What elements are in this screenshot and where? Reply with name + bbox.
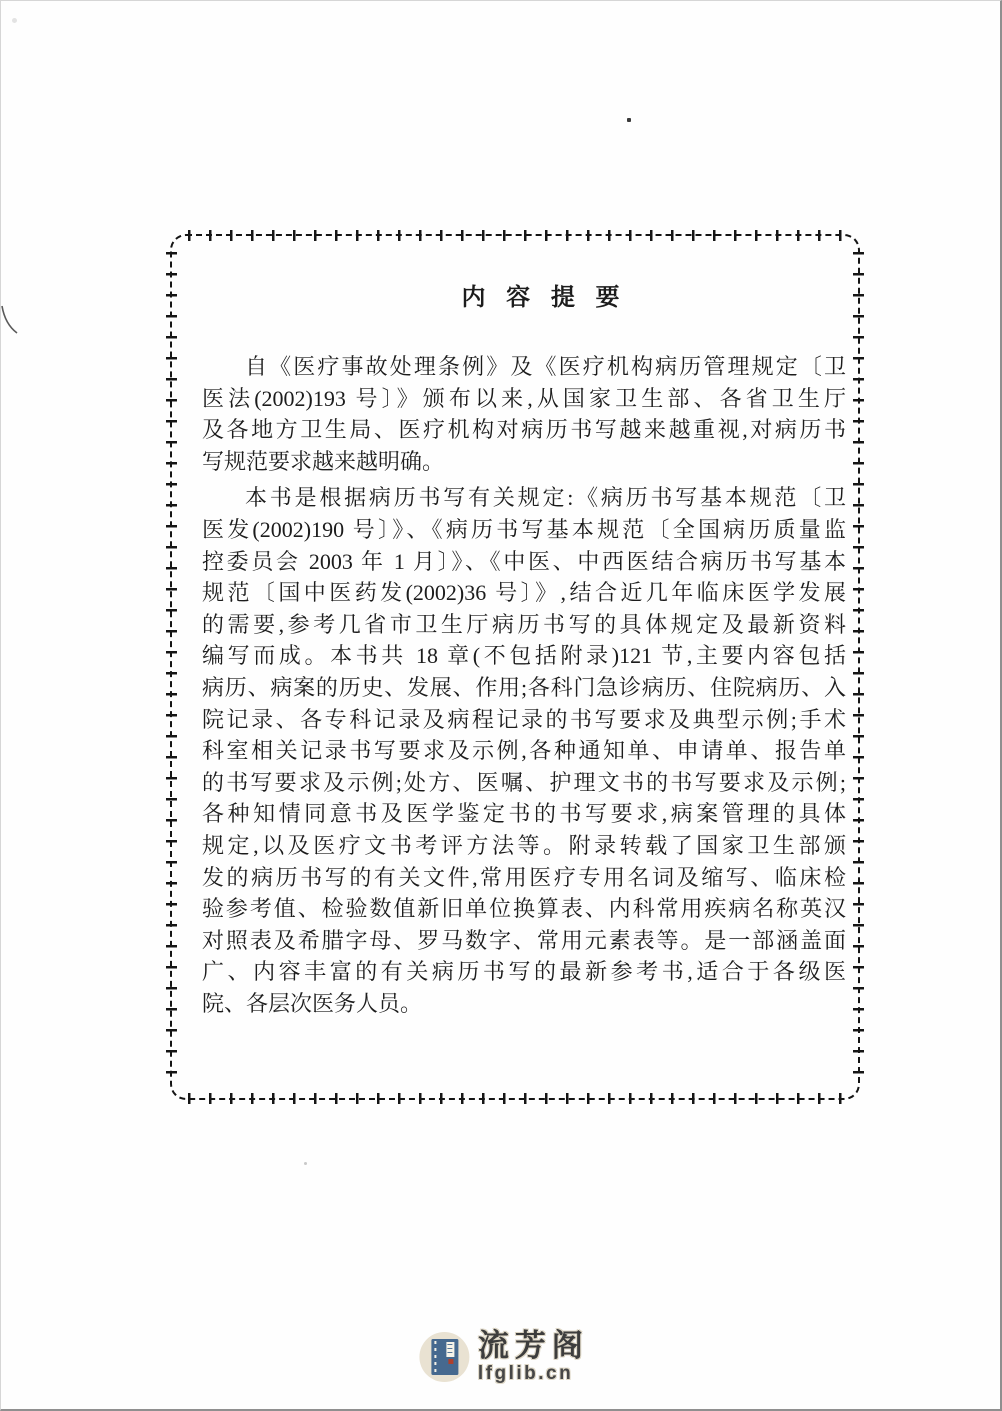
page-title: 内 容 提 要	[461, 284, 627, 311]
text-line: 控委员会 2003 年 1 月〕》、《中医、中西医结合病历书写基本	[202, 548, 846, 574]
stitch-border-bottom	[188, 1093, 842, 1104]
scan-speck	[627, 118, 631, 122]
text-line: 院记录、各专科记录及病程记录的书写要求及典型示例;手术	[202, 706, 846, 732]
watermark-site-url: lfglib.cn	[477, 1363, 574, 1384]
summary-paragraphs	[202, 351, 846, 1019]
text-line: 本书是根据病历书写有关规定:《病历书写基本规范〔卫	[245, 485, 846, 511]
text-line: 各种知情同意书及医学鉴定书的书写要求,病案管理的具体	[202, 801, 846, 827]
book-stitch-decoration	[434, 1341, 436, 1373]
content-summary-box	[170, 234, 860, 1100]
book-icon	[419, 1332, 469, 1382]
text-line: 的需要,参考几省市卫生厅病历书写的具体规定及最新资料	[202, 611, 846, 637]
text-line: 医发(2002)190 号〕》、《病历书写基本规范〔全国病历质量监	[202, 516, 846, 542]
text-line: 规定,以及医疗文书考评方法等。附录转载了国家卫生部颁	[202, 832, 846, 858]
scan-speck	[12, 18, 17, 23]
text-line: 自《医疗事故处理条例》及《医疗机构病历管理规定〔卫	[245, 354, 846, 379]
text-line: 及各地方卫生局、医疗机构对病历书写越来越重视,对病历书	[202, 417, 846, 443]
text-line: 发的病历书写的有关文件,常用医疗专用名词及缩写、临床检	[202, 864, 846, 890]
text-line: 病历、病案的历史、发展、作用;各科门急诊病历、住院病历、入	[202, 674, 846, 700]
paragraph	[202, 351, 846, 477]
watermark-site-name: 流芳阁	[477, 1328, 589, 1363]
text-line: 对照表及希腊字母、罗马数字、常用元素表等。是一部涵盖面	[202, 927, 846, 953]
text-line: 科室相关记录书写要求及示例,各种通知单、申请单、报告单	[202, 738, 846, 764]
text-line: 验参考值、检验数值新旧单位换算表、内科常用疾病名称英汉	[202, 896, 846, 922]
book-title-label	[446, 1342, 454, 1357]
text-line: 广、内容丰富的有关病历书写的最新参考书,适合于各级医	[202, 959, 846, 985]
scan-speck	[304, 1162, 307, 1165]
scan-edge-artifact	[1, 304, 19, 336]
text-line: 的书写要求及示例;处方、医嘱、护理文书的书写要求及示例;	[202, 769, 846, 795]
text-line: 医法(2002)193 号〕》颁布以来,从国家卫生部、各省卫生厅	[202, 385, 846, 411]
watermark-logo	[419, 1330, 589, 1383]
text-line: 规范〔国中医药发(2002)36 号〕》,结合近几年临床医学发展	[202, 580, 846, 606]
paragraph	[202, 482, 846, 1019]
watermark-text	[478, 1330, 589, 1383]
text-line: 写规范要求越来越明确。	[202, 448, 445, 474]
book-cover	[431, 1339, 458, 1375]
book-seal-icon	[448, 1359, 453, 1364]
stitch-border-left	[166, 252, 177, 1082]
text-line: 编写而成。本书共 18 章(不包括附录)121 节,主要内容包括	[202, 643, 846, 669]
stitch-border-right	[853, 252, 864, 1082]
text-line: 院、各层次医务人员。	[202, 990, 423, 1016]
stitch-border-top	[188, 230, 842, 241]
